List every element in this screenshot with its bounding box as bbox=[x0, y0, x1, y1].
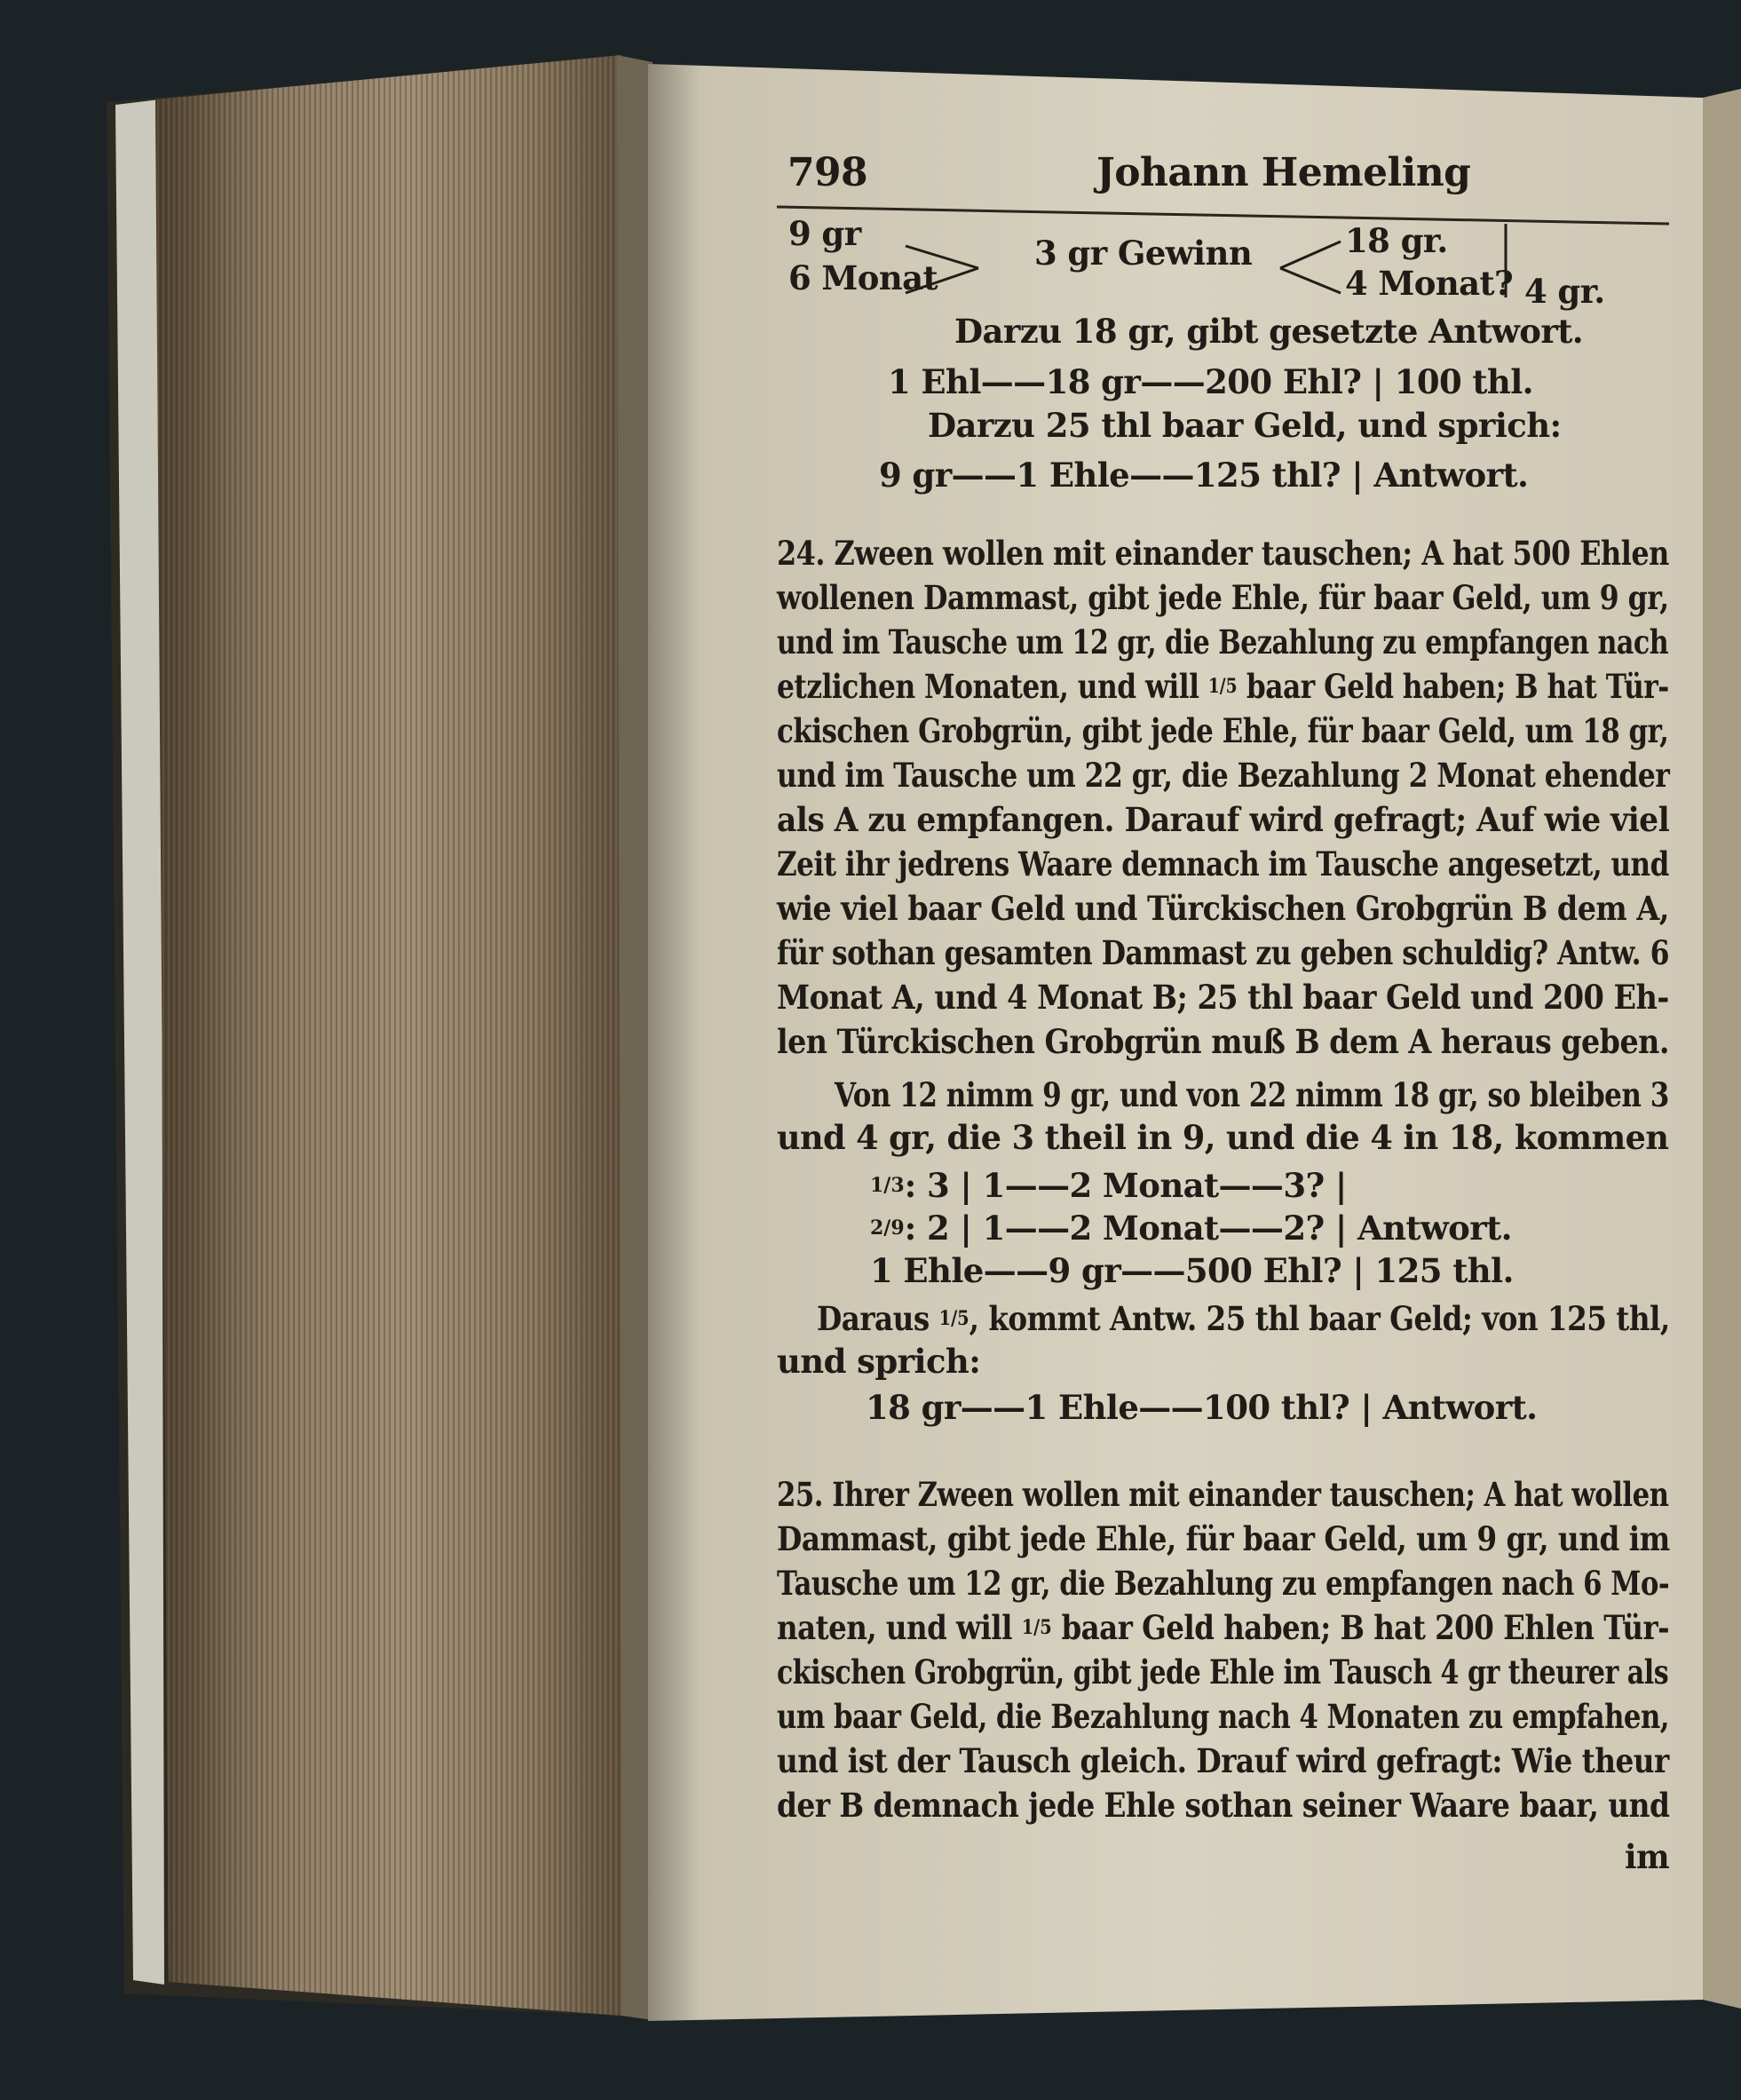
text-line: Zeit ihr jedrens Waare demnach im Tausche angesetzt, und bbox=[777, 844, 1669, 884]
text-fragment: : 3 | 1——2 Monat——3? | bbox=[904, 1166, 1347, 1205]
calc-line: 9 gr——1 Ehle——125 thl? | Antwort. bbox=[879, 456, 1529, 495]
diagram-left-top: 9 gr bbox=[788, 214, 861, 253]
text-line: und ist der Tausch gleich. Drauf wird gefragt: Wie theur bbox=[777, 1741, 1669, 1780]
text-line: der B demnach jede Ehle sothan seiner Waare baar, und bbox=[777, 1786, 1670, 1825]
text-fragment: Daraus bbox=[817, 1299, 930, 1338]
fraction: 1/5 bbox=[1207, 675, 1238, 698]
text-line: für sothan gesamten Dammast zu geben schuldig? Antw. 6 bbox=[777, 933, 1669, 972]
text-line: wollenen Dammast, gibt jede Ehle, für baar Geld, um 9 gr, bbox=[777, 578, 1669, 617]
text-line: um baar Geld, die Bezahlung nach 4 Monaten zu empfahen, bbox=[777, 1697, 1669, 1736]
fraction: 2/9 bbox=[870, 1216, 905, 1240]
text-line: len Türckischen Grobgrün muß B dem A heraus geben. bbox=[777, 1022, 1669, 1061]
text-fragment: : 2 | 1——2 Monat——2? | Antwort. bbox=[904, 1208, 1512, 1248]
text-fragment: etzlichen Monaten, und will bbox=[777, 667, 1199, 706]
text-line bbox=[870, 1165, 1347, 1206]
text-line: ckischen Grobgrün, gibt jede Ehle im Tausch 4 gr theurer als bbox=[777, 1652, 1669, 1692]
text-fragment: baar Geld haben; B hat 200 Ehlen Tür- bbox=[1061, 1608, 1670, 1647]
calc-line: Darzu 25 thl baar Geld, und sprich: bbox=[928, 406, 1562, 445]
text-line bbox=[777, 666, 1669, 707]
calc-line: Darzu 18 gr, gibt gesetzte Antwort. bbox=[954, 312, 1584, 351]
calc-line: 1 Ehl——18 gr——200 Ehl? | 100 thl. bbox=[888, 362, 1533, 401]
text-line: und im Tausche um 22 gr, die Bezahlung 2 Monat ehender bbox=[777, 756, 1670, 795]
diagram-right-bottom: 4 Monat? bbox=[1345, 264, 1514, 303]
diagram-right-top: 18 gr. bbox=[1345, 221, 1448, 260]
text-line: Tausche um 12 gr, die Bezahlung zu empfangen nach 6 Mo- bbox=[777, 1564, 1670, 1603]
text-line: wie viel baar Geld und Türckischen Grobgrün B dem A, bbox=[777, 889, 1669, 928]
next-page-sliver bbox=[1703, 89, 1741, 2009]
text-line: Monat A, und 4 Monat B; 25 thl baar Geld und 200 Eh- bbox=[777, 978, 1669, 1017]
text-line: und 4 gr, die 3 theil in 9, und die 4 in 18, kommen bbox=[777, 1118, 1669, 1157]
diagram-result: 4 gr. bbox=[1524, 272, 1605, 311]
fraction: 1/5 bbox=[1021, 1616, 1052, 1639]
page-number: 798 bbox=[787, 150, 868, 195]
running-title: Johann Hemeling bbox=[1096, 150, 1471, 195]
text-line bbox=[870, 1208, 1512, 1248]
text-line: als A zu empfangen. Darauf wird gefragt; Auf wie viel bbox=[777, 800, 1670, 839]
text-line bbox=[777, 1607, 1669, 1648]
text-line: 1 Ehle——9 gr——500 Ehl? | 125 thl. bbox=[870, 1251, 1514, 1290]
text-fragment: , kommt Antw. 25 thl baar Geld; von 125 thl, bbox=[969, 1299, 1670, 1338]
text-line: ckischen Grobgrün, gibt jede Ehle, für baar Geld, um 18 gr, bbox=[777, 711, 1669, 750]
text-fragment: baar Geld haben; B hat Tür- bbox=[1246, 667, 1669, 706]
text-line: und im Tausche um 12 gr, die Bezahlung zu empfangen nach bbox=[777, 622, 1669, 662]
text-line: Von 12 nimm 9 gr, und von 22 nimm 18 gr, so bleiben 3 bbox=[835, 1075, 1669, 1114]
fraction: 1/3 bbox=[870, 1174, 905, 1197]
diagram-left-bottom: 6 Monat bbox=[788, 258, 938, 297]
text-fragment: naten, und will bbox=[777, 1608, 1012, 1647]
fraction: 1/5 bbox=[938, 1307, 969, 1330]
page-fold bbox=[617, 55, 653, 2020]
page-edges-texture bbox=[155, 55, 621, 2016]
text-line: und sprich: bbox=[777, 1342, 981, 1381]
text-line: Dammast, gibt jede Ehle, für baar Geld, um 9 gr, und im bbox=[777, 1519, 1670, 1558]
diagram-center: 3 gr Gewinn bbox=[1034, 234, 1253, 273]
catchword: im bbox=[1625, 1837, 1670, 1876]
text-line bbox=[817, 1298, 1670, 1339]
text-line: 25. Ihrer Zween wollen mit einander tauschen; A hat wollen bbox=[777, 1475, 1669, 1514]
text-line: 18 gr——1 Ehle——100 thl? | Antwort. bbox=[866, 1388, 1538, 1427]
text-line: 24. Zween wollen mit einander tauschen; A hat 500 Ehlen bbox=[777, 534, 1669, 573]
